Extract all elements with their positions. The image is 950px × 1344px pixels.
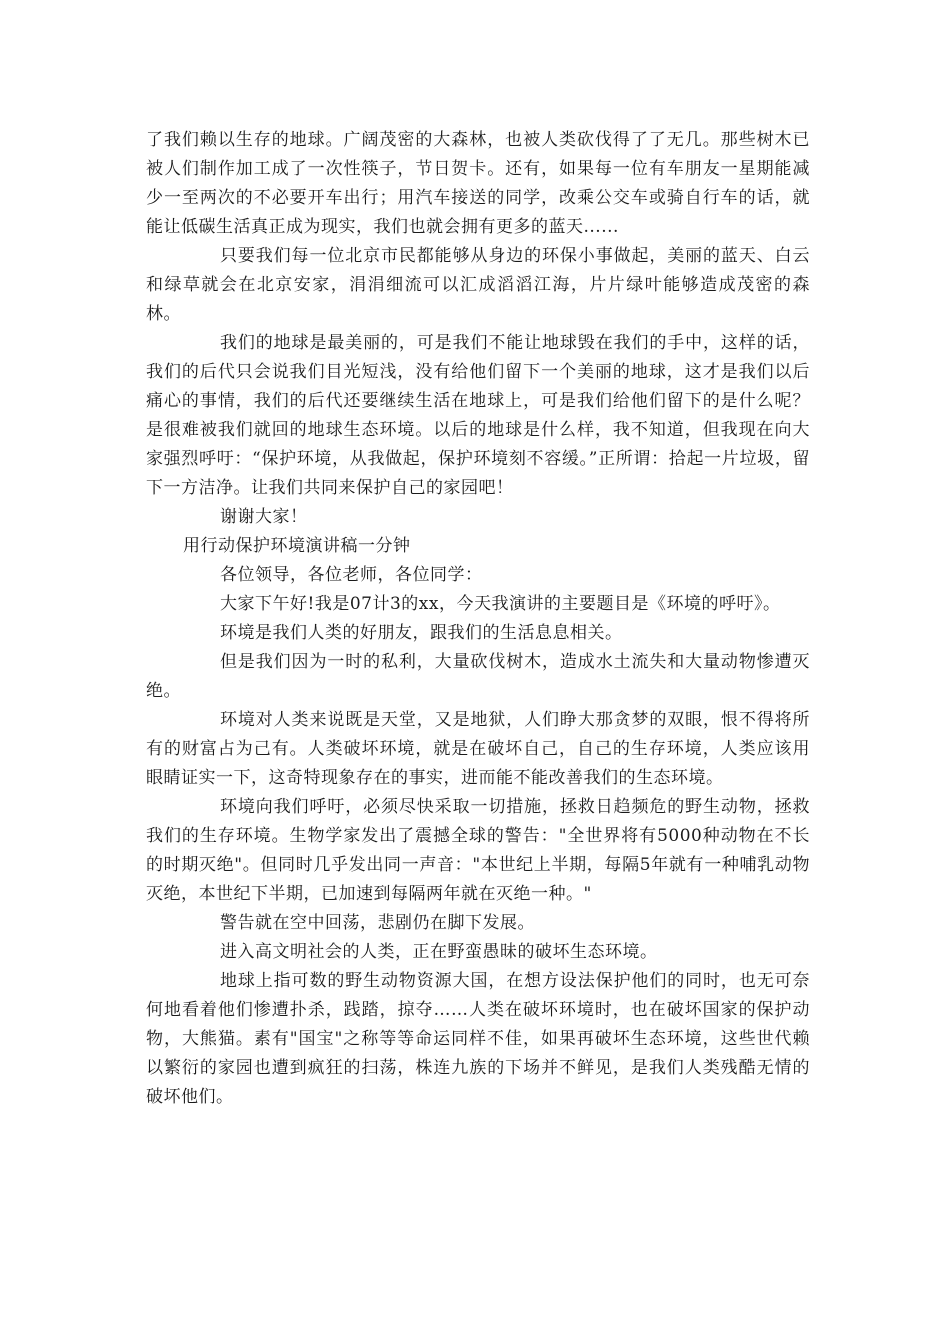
paragraph-deforestation: 但是我们因为一时的私利，大量砍伐树木，造成水土流失和大量动物惨遭灭绝。 bbox=[146, 652, 810, 701]
paragraph-2: 只要我们每一位北京市民都能够从身边的环保小事做起，美丽的蓝天、白云和绿草就会在北京安家，涓涓细流可以汇成滔滔江海，片片绿叶能够造成茂密的森林。 bbox=[146, 246, 810, 324]
salutation: 各位领导，各位老师，各位同学： bbox=[220, 565, 483, 585]
paragraph-wildlife: 地球上指可数的野生动物资源大国，在想方设法保护他们的同时，也无可奈何地看着他们惨遭扑杀，践踏，掠夺……人类在破坏环境时，也在破坏国家的保护动物，大熊猫。素有"国宝"之称等等命运同样不佳，如果再破坏生态环境，这些世代赖以繁衍的家园也遭到疯狂的扫荡，株连九族的下场并不鲜见，是我们人类残酷无情的破坏他们。 bbox=[146, 971, 810, 1107]
paragraph-echo: 警告就在空中回荡，悲剧仍在脚下发展。 bbox=[220, 913, 535, 933]
section-title: 用行动保护环境演讲稿一分钟 bbox=[183, 536, 411, 556]
paragraph-1: 了我们赖以生存的地球。广阔茂密的大森林，也被人类砍伐得了了无几。那些树木已被人们制作加工成了一次性筷子，节日贺卡。还有，如果每一位有车朋友一星期能减少一至两次的不必要开车出行；用汽车接送的同学，改乘公交车或骑自行车的话，就能让低碳生活真正成为现实，我们也就会拥有更多的蓝天...... bbox=[146, 130, 810, 237]
paragraph-3: 我们的地球是最美丽的，可是我们不能让地球毁在我们的手中，这样的话，我们的后代只会说我们目光短浅，没有给他们留下一个美丽的地球，这才是我们以后痛心的事情，我们的后代还要继续生活在地球上，可是我们给他们留下的是什么呢？是很难被我们就回的地球生态环境。以后的地球是什么样，我不知道，但我现在向大家强烈呼吁：“保护环境，从我做起，保护环境刻不容缓。”正所谓：拾起一片垃圾，留下一方洁净。让我们共同来保护自己的家园吧！ bbox=[146, 333, 810, 498]
paragraph-heaven-hell: 环境对人类来说既是天堂，又是地狱，人们睁大那贪梦的双眼，恨不得将所有的财富占为己有。人类破坏环境，就是在破坏自己，自己的生存环境，人类应该用眼睛证实一下，这奇特现象存在的事实，进而能不能改善我们的生态环境。 bbox=[146, 710, 810, 788]
paragraph-intro: 大家下午好!我是07计3的xx，今天我演讲的主要题目是《环境的呼吁》。 bbox=[220, 594, 781, 614]
paragraph-warning: 环境向我们呼吁，必须尽快采取一切措施，拯救日趋频危的野生动物，拯救我们的生存环境。生物学家发出了震撼全球的警告："全世界将有5000种动物在不长的时期灭绝"。但同时几乎发出同一声音："本世纪上半期，每隔5年就有一种哺乳动物灭绝，本世纪下半期，已加速到每隔两年就在灭绝一种。" bbox=[146, 797, 810, 904]
paragraph-thanks: 谢谢大家！ bbox=[220, 507, 308, 527]
paragraph-civilization: 进入高文明社会的人类，正在野蛮愚昧的破坏生态环境。 bbox=[220, 942, 658, 962]
document-body bbox=[146, 126, 810, 1112]
paragraph-friend: 环境是我们人类的好朋友，跟我们的生活息息相关。 bbox=[220, 623, 623, 643]
